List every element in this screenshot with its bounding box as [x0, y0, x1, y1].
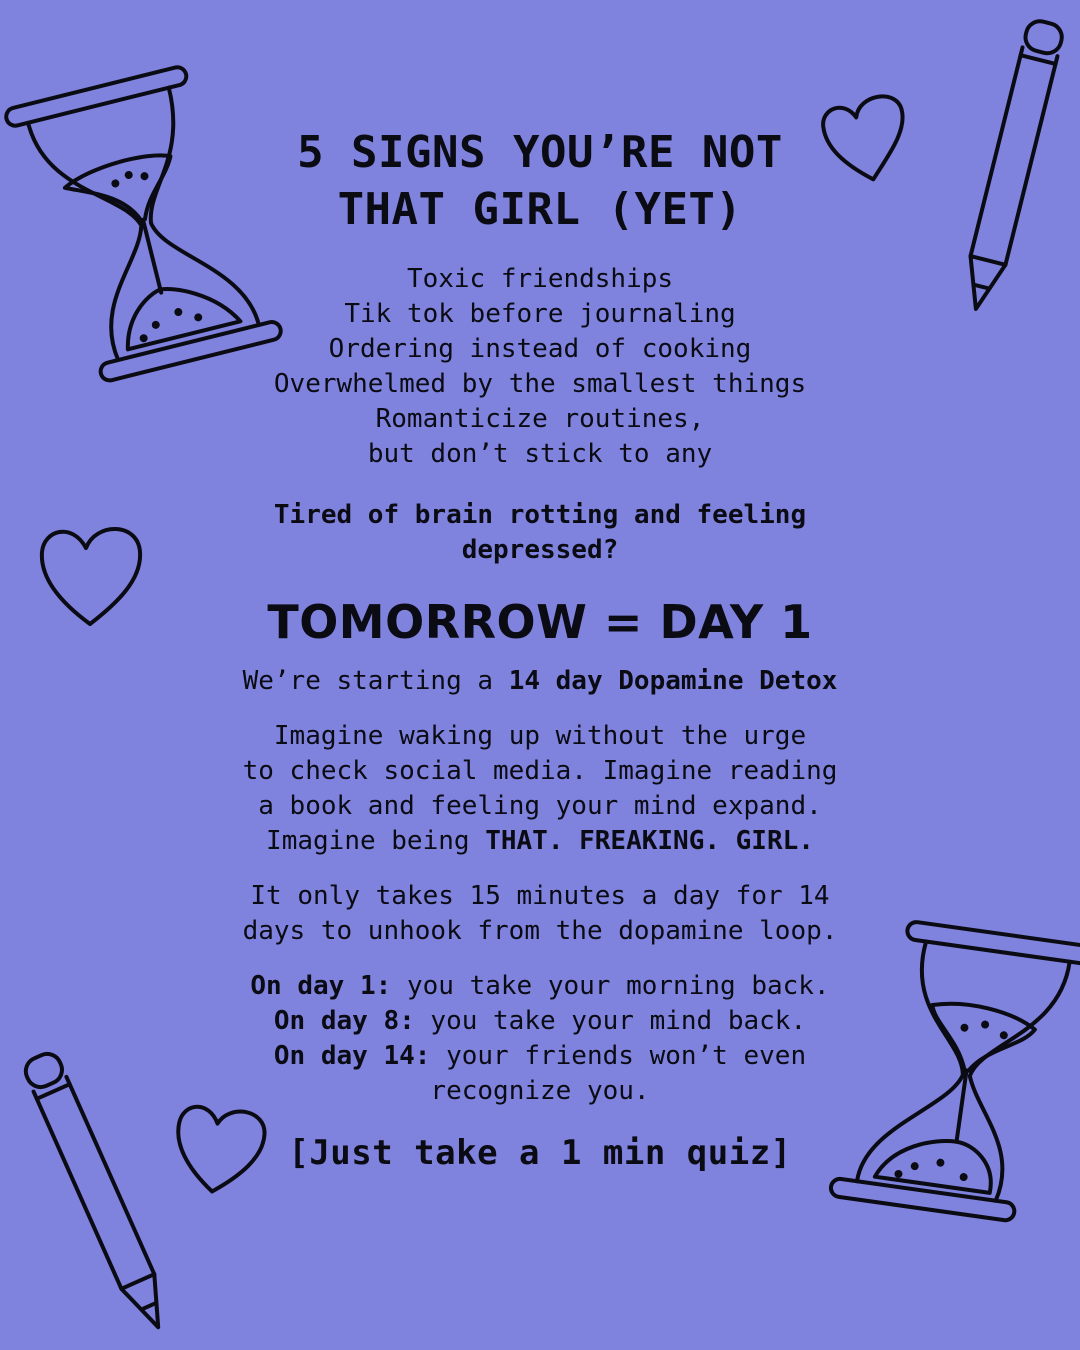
starting-line — [150, 664, 930, 699]
day-text: your friends won’t even — [430, 1041, 807, 1071]
imagine-line: to check social media. Imagine reading — [242, 756, 838, 786]
day-label: On day 8: — [273, 1006, 415, 1036]
day-line — [150, 1039, 930, 1074]
starting-bold: 14 day Dopamine Detox — [508, 666, 838, 696]
imagine-line: a book and feeling your mind expand. — [258, 791, 822, 821]
sign-item: Tik tok before journaling — [344, 299, 736, 329]
day-continuation: recognize you. — [430, 1076, 650, 1106]
heart-icon — [38, 520, 148, 630]
imagine-last-prefix: Imagine being — [266, 826, 486, 856]
sign-item: Toxic friendships — [406, 264, 674, 294]
title-line: 5 SIGNS YOU’RE NOT — [297, 127, 783, 178]
tired-question: Tired of brain rotting and feeling depressed? — [273, 500, 807, 565]
imagine-paragraph — [150, 719, 930, 859]
day-text: you take your mind back. — [414, 1006, 807, 1036]
signs-list — [150, 262, 930, 472]
minutes-paragraph — [150, 879, 930, 949]
main-content — [150, 124, 930, 1177]
title-line: THAT GIRL (YET) — [337, 184, 743, 235]
headline: TOMORROW = DAY 1 — [267, 595, 813, 649]
day-label: On day 14: — [273, 1041, 431, 1071]
imagine-last-bold: THAT. FREAKING. GIRL. — [485, 826, 814, 856]
minutes-line: It only takes 15 minutes a day for 14 — [250, 881, 830, 911]
sign-item: Romanticize routines, — [375, 404, 705, 434]
sign-item: Ordering instead of cooking — [328, 334, 752, 364]
day-text: you take your morning back. — [391, 971, 830, 1001]
day-line — [150, 1004, 930, 1039]
minutes-line: days to unhook from the dopamine loop. — [242, 916, 838, 946]
starting-prefix: We’re starting a — [242, 666, 509, 696]
page-title — [150, 124, 930, 238]
imagine-line: Imagine waking up without the urge — [273, 721, 807, 751]
sign-item: Overwhelmed by the smallest things — [273, 369, 807, 399]
imagine-last-line — [150, 824, 930, 859]
day-line — [150, 969, 930, 1004]
pencil-icon — [955, 8, 1065, 328]
sign-item: but don’t stick to any — [367, 439, 713, 469]
days-list — [150, 969, 930, 1109]
day-label: On day 1: — [250, 971, 392, 1001]
quiz-cta[interactable]: [Just take a 1 min quiz] — [288, 1133, 792, 1173]
